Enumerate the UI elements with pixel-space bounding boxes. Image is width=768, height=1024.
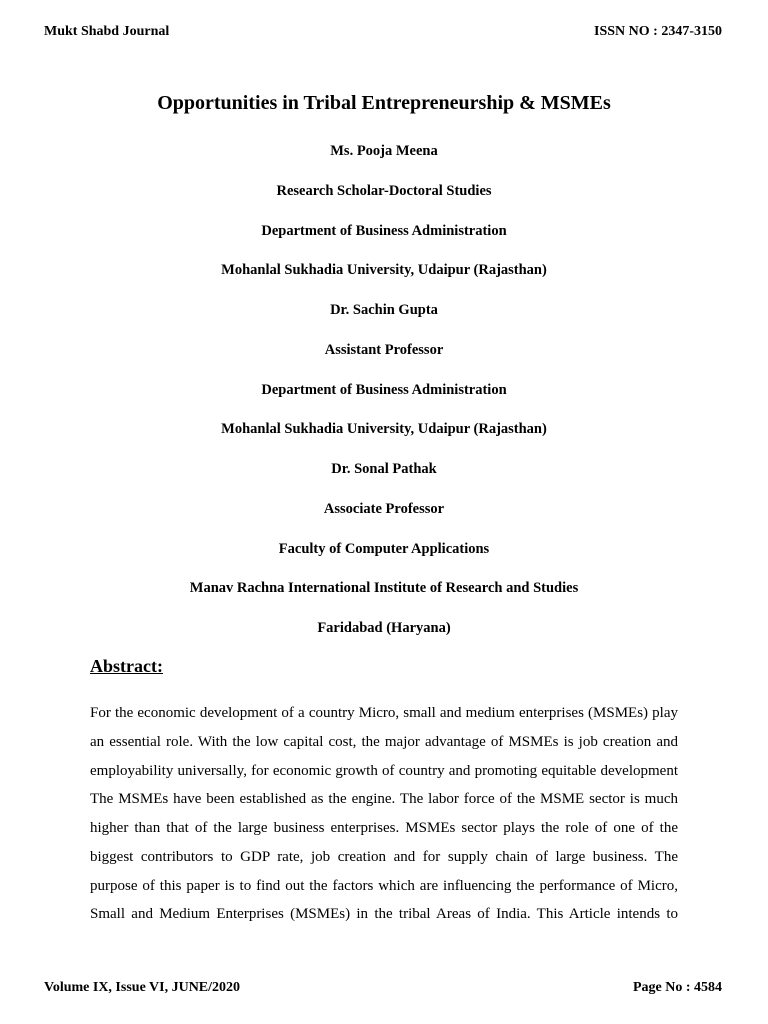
author-line: Manav Rachna International Institute of Research and Studies	[189, 580, 579, 597]
abstract-line: purpose of this paper is to find out the factors which are influencing the performance of Micro,	[90, 877, 678, 894]
author-line: Department of Business Administration	[261, 381, 507, 398]
abstract-heading: Abstract:	[90, 656, 163, 676]
abstract-line: For the economic development of a country Micro, small and medium enterprises (MSMEs) play	[90, 705, 678, 721]
abstract-line: The MSMEs have been established as the engine. The labor force of the MSME sector is much	[90, 791, 678, 808]
author-line: Dr. Sonal Pathak	[331, 461, 437, 477]
author-line: Faculty of Computer Applications	[278, 540, 490, 557]
abstract-line: higher than that of the large business enterprises. MSMEs sector plays the role of one of the	[90, 820, 678, 836]
author-line: Mohanlal Sukhadia University, Udaipur (Rajasthan)	[221, 421, 547, 438]
author-line: Mohanlal Sukhadia University, Udaipur (Rajasthan)	[221, 262, 547, 279]
author-line: Research Scholar-Doctoral Studies	[276, 182, 492, 199]
author-line: Assistant Professor	[324, 341, 444, 358]
issn-number: ISSN NO : 2347-3150	[594, 24, 722, 39]
author-line: Ms. Pooja Meena	[330, 143, 438, 159]
author-affiliations	[0, 141, 768, 658]
abstract-line: an essential role. With the low capital cost, the major advantage of MSMEs is job creation and	[90, 733, 678, 750]
author-line: Dr. Sachin Gupta	[330, 302, 438, 318]
paper-title: Opportunities in Tribal Entrepreneurship & MSMEs	[157, 92, 611, 114]
author-line: Faridabad (Haryana)	[317, 620, 451, 636]
volume-issue: Volume IX, Issue VI, JUNE/2020	[44, 980, 241, 995]
author-line: Department of Business Administration	[261, 222, 507, 239]
page-number: Page No : 4584	[632, 980, 722, 995]
abstract-line: biggest contributors to GDP rate, job creation and for supply chain of large business. The	[90, 848, 678, 865]
author-line: Associate Professor	[323, 500, 445, 517]
abstract-line: employability universally, for economic growth of country and promoting equitable development	[90, 762, 678, 779]
abstract-line: Small and Medium Enterprises (MSMEs) in the tribal Areas of India. This Article intends to	[90, 906, 678, 923]
journal-name: Mukt Shabd Journal	[44, 24, 170, 39]
abstract-body	[90, 699, 678, 929]
